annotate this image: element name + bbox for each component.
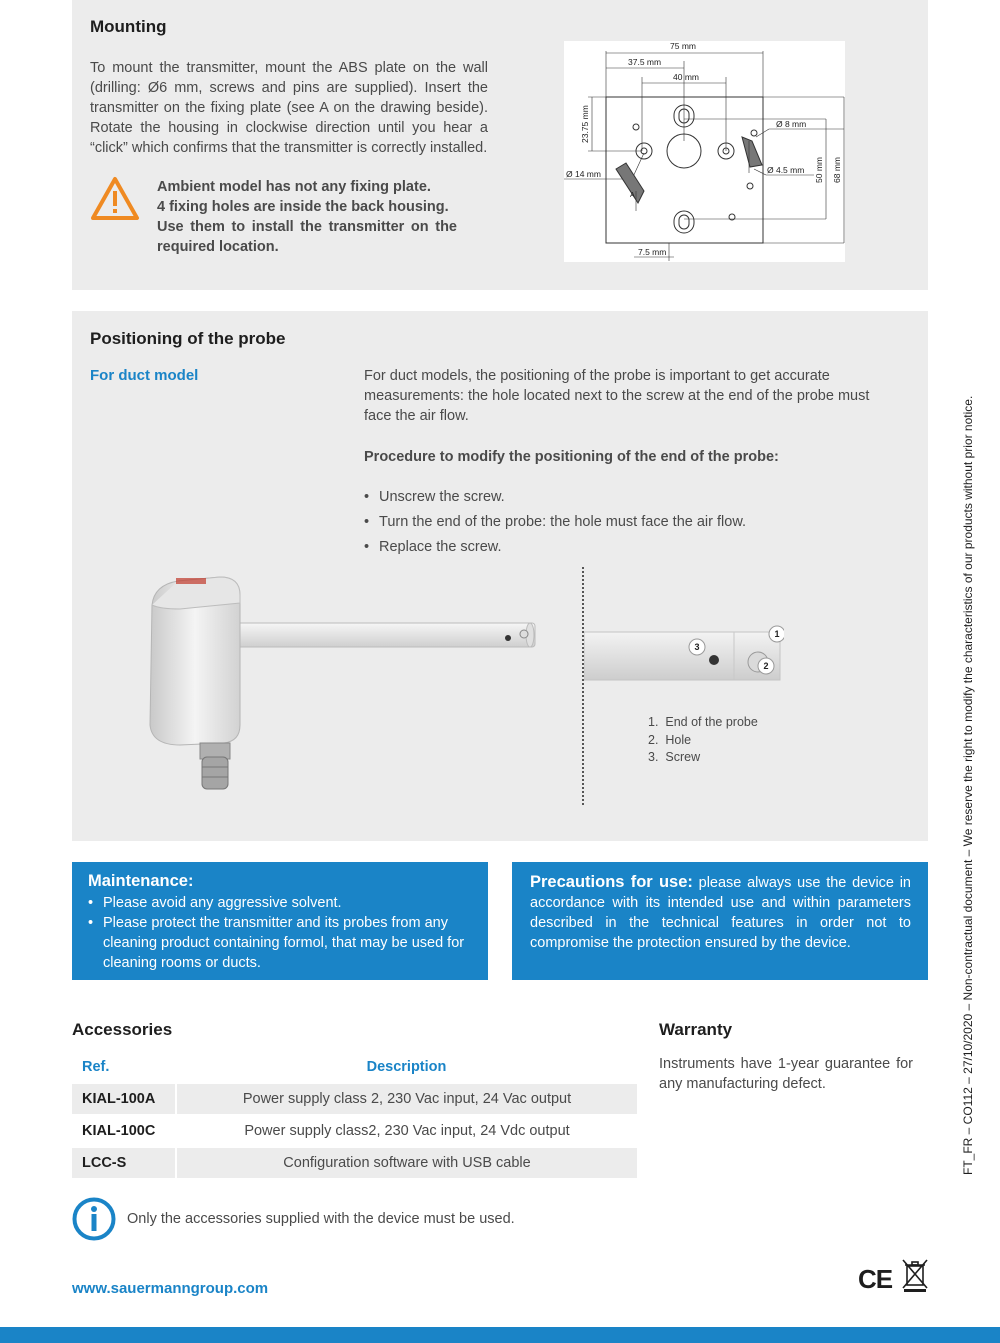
positioning-title: Positioning of the probe xyxy=(90,329,286,348)
table-row xyxy=(72,1083,637,1115)
positioning-body: For duct models, the positioning of the probe is important to get accurate measurements: the hole located next to the screw at the end of the probe must face the air flow. xyxy=(364,368,870,424)
precautions-text xyxy=(530,872,911,953)
table-row xyxy=(72,1115,637,1147)
legal-side-note: FT_FR – CO112 – 27/10/2020 – Non-contractual document – We reserve the right to modify the characteristics of our products without prior notice. xyxy=(961,395,975,1175)
warranty-body: Instruments have 1-year guarantee for any manufacturing defect. xyxy=(659,1056,913,1092)
accessories-title: Accessories xyxy=(72,1020,173,1039)
dotted-divider xyxy=(582,567,584,805)
drawing-dim-label: 40 mm xyxy=(673,72,699,82)
probe-end-illustration xyxy=(584,620,784,685)
list-item: • Unscrew the screw. xyxy=(364,487,884,507)
list-item: • Replace the screw. xyxy=(364,537,884,557)
warning-line: Ambient model has not any fixing plate. xyxy=(157,179,431,195)
table-cell-desc: Configuration software with USB cable xyxy=(176,1147,637,1178)
drawing-dim-label: 75 mm xyxy=(670,41,696,51)
legend-item: 3. Screw xyxy=(648,750,701,764)
list-item: • Please protect the transmitter and its probes from any cleaning product containing formol, that may be used for cleaning rooms or ducts. xyxy=(88,913,472,973)
table-cell-desc: Power supply class 2, 230 Vac input, 24 Vac output xyxy=(176,1083,637,1115)
legend-item: 2. Hole xyxy=(648,732,692,747)
table-cell-desc: Power supply class2, 230 Vac input, 24 Vdc output xyxy=(176,1115,637,1147)
list-item: • Please avoid any aggressive solvent. xyxy=(88,893,472,913)
warranty-title: Warranty xyxy=(659,1020,733,1039)
table-cell-ref: KIAL-100A xyxy=(72,1083,176,1115)
drawing-dim-label: 7.5 mm xyxy=(638,247,667,257)
duct-transmitter-illustration xyxy=(140,565,545,795)
drawing-dim-label: 37.5 mm xyxy=(628,57,662,67)
table-row xyxy=(72,1147,637,1178)
drawing-dim-label: 68 mm xyxy=(832,157,842,183)
list-item: • Turn the end of the probe: the hole must face the air flow. xyxy=(364,512,884,532)
warning-triangle-icon xyxy=(90,176,140,222)
precautions-box xyxy=(512,862,928,980)
drawing-dim-label: Ø 4.5 mm xyxy=(767,165,805,175)
probe-legend xyxy=(648,714,758,767)
legend-item: 1. End of the probe xyxy=(648,715,758,729)
mounting-plate-drawing xyxy=(564,41,845,262)
duct-model-subtitle: For duct model xyxy=(90,367,199,384)
bottom-bar xyxy=(0,1327,1000,1343)
info-icon xyxy=(72,1197,116,1241)
drawing-dim-label: 50 mm xyxy=(814,157,824,183)
col-header-description: Description xyxy=(366,1059,447,1075)
maintenance-list xyxy=(88,893,472,973)
website-link[interactable]: www.sauermanngroup.com xyxy=(72,1280,269,1297)
accessories-note: Only the accessories supplied with the device must be used. xyxy=(127,1211,515,1227)
drawing-dim-label: 23.75 mm xyxy=(580,105,590,143)
precautions-title: Precautions for use: xyxy=(530,873,693,891)
warning-text xyxy=(157,177,457,257)
warning-line: Use them to install the transmitter on the required location. xyxy=(157,219,457,255)
procedure-steps xyxy=(364,487,884,562)
callout-3: 3 xyxy=(694,642,700,652)
warning-line: 4 fixing holes are inside the back housing. xyxy=(157,199,449,215)
maintenance-box xyxy=(72,862,488,980)
drawing-dim-label: Ø 14 mm xyxy=(566,169,601,179)
callout-2: 2 xyxy=(763,661,769,671)
maintenance-title: Maintenance: xyxy=(88,872,194,890)
drawing-dim-label: Ø 8 mm xyxy=(776,119,807,129)
procedure-title: Procedure to modify the positioning of the end of the probe: xyxy=(364,449,779,465)
weee-bin-icon xyxy=(901,1257,929,1293)
table-cell-ref: KIAL-100C xyxy=(72,1115,176,1147)
precautions-body: please always use the device in accordance with its intended use and within parameters described in the technical features in order not to compromise the protection ensured by the device. xyxy=(530,875,911,951)
col-header-ref: Ref. xyxy=(82,1059,110,1075)
callout-1: 1 xyxy=(774,629,780,639)
mounting-title: Mounting xyxy=(90,17,167,36)
drawing-label-a: A xyxy=(630,192,635,199)
mounting-body: To mount the transmitter, mount the ABS plate on the wall (drilling: Ø6 mm, screws and pins are supplied). Insert the transmitter on the fixing plate (see A on the drawing beside). Rotate the housing in clockwise direction until you hear a “click” which confirms that the transmitter is correctly installed. xyxy=(90,60,488,156)
accessories-table xyxy=(72,1052,637,1178)
table-cell-ref: LCC-S xyxy=(72,1147,176,1178)
ce-mark: CE xyxy=(858,1264,893,1294)
